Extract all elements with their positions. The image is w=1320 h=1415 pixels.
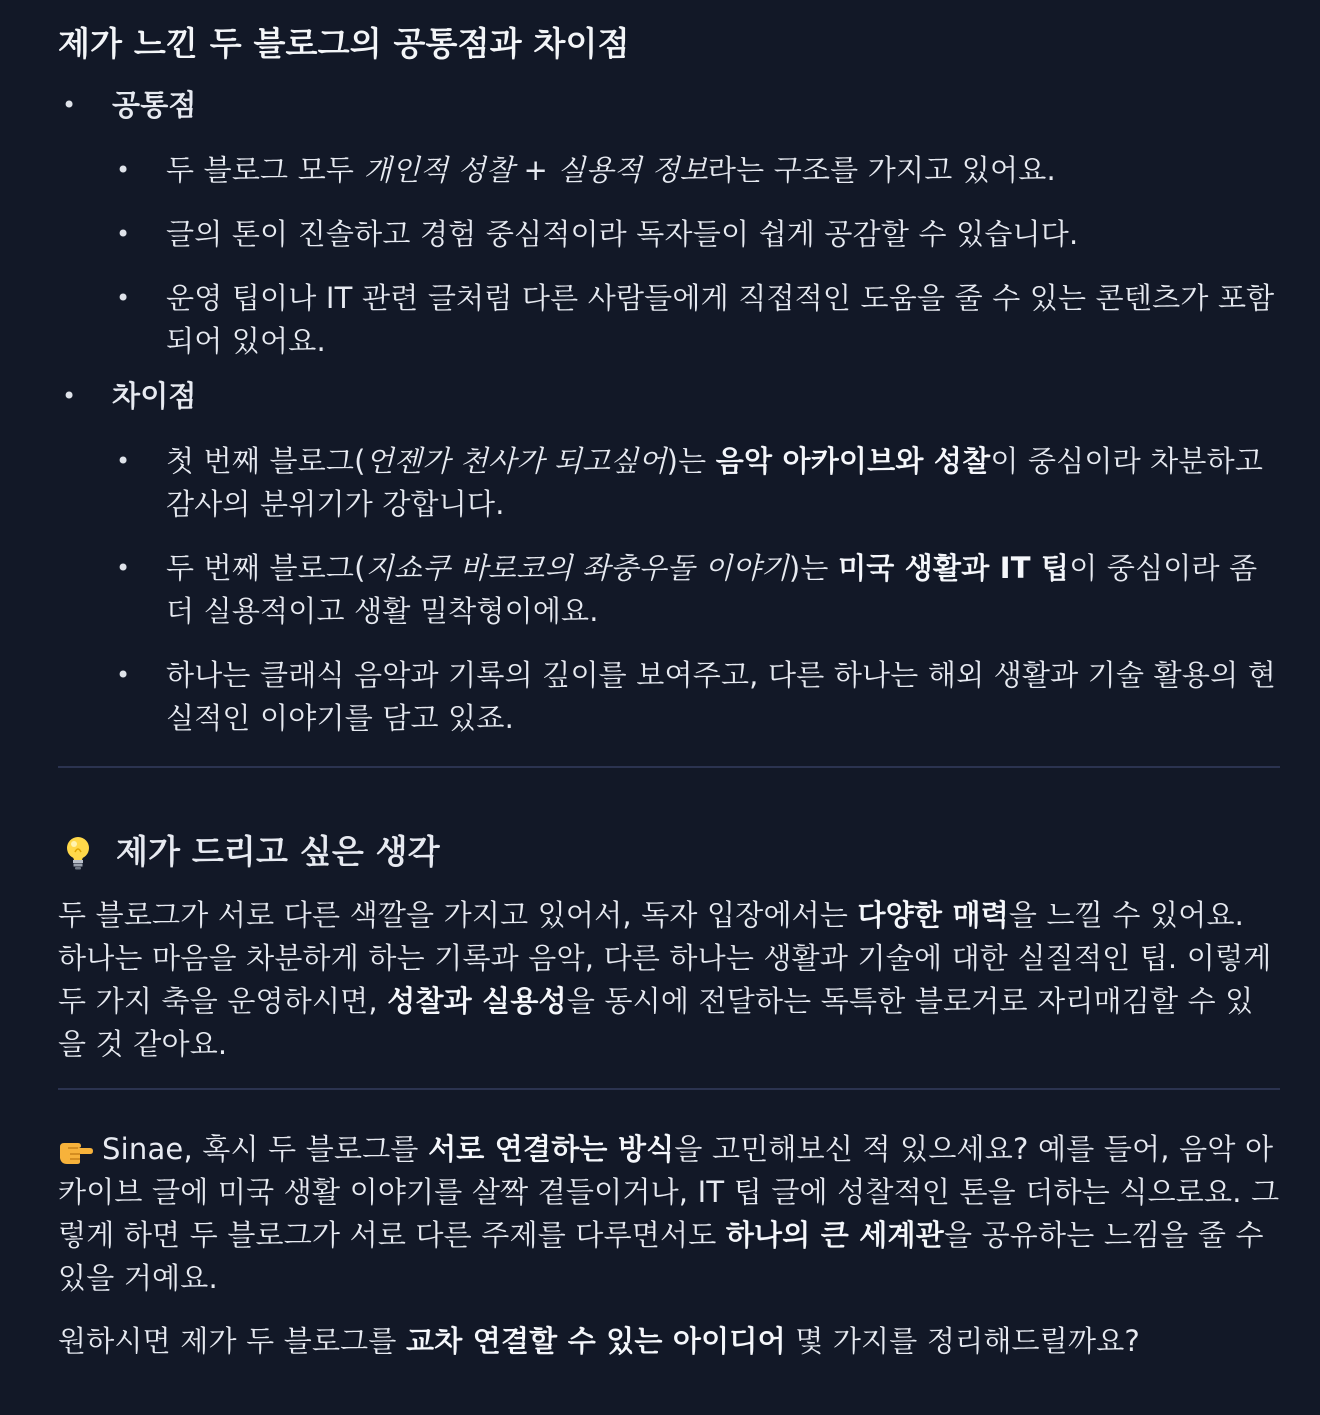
strong-text: 성찰과 실용성 bbox=[387, 984, 567, 1018]
text: 운영 팁이나 IT 관련 글처럼 다른 사람들에게 직접적인 도움을 줄 수 있는 콘텐츠가 포함되어 있어요. bbox=[166, 281, 1275, 358]
strong-text: 하나의 큰 세계관 bbox=[725, 1218, 944, 1252]
text: 을 동시에 전달하는 독특한 블로거로 자리매김할 수 있을 것 같아요. bbox=[58, 984, 1254, 1061]
paragraph bbox=[58, 1128, 1280, 1300]
bullet-icon: • bbox=[62, 91, 77, 119]
text: 두 번째 블로그( bbox=[166, 551, 366, 585]
blog-title: 지쇼쿠 바로코의 좌충우돌 이야기 bbox=[365, 551, 789, 585]
emphasis-text: 개인적 성찰 + 실용적 정보 bbox=[363, 153, 708, 187]
text: 글의 톤이 진솔하고 경험 중심적이라 독자들이 쉽게 공감할 수 있습니다. bbox=[166, 217, 1079, 251]
bullet-list bbox=[58, 84, 1280, 740]
list-item bbox=[112, 547, 1280, 633]
strong-text: 서로 연결하는 방식 bbox=[428, 1132, 675, 1166]
bullet-icon: • bbox=[116, 220, 131, 248]
paragraph bbox=[58, 894, 1280, 1066]
list-item bbox=[112, 440, 1280, 526]
bullet-icon: • bbox=[116, 447, 131, 475]
text: )는 bbox=[666, 444, 716, 478]
strong-text: 다양한 매력 bbox=[857, 898, 1009, 932]
text: 몇 가지를 정리해드릴까요? bbox=[785, 1324, 1140, 1358]
section-heading: 제가 느낀 두 블로그의 공통점과 차이점 bbox=[58, 24, 630, 63]
text: 을 느낄 수 있어요. 하나는 마음을 차분하게 하는 기록과 음악, 다른 하나는 생활과 기술에 대한 실질적인 팁. 이렇게 두 가지 축을 운영하시면, bbox=[58, 898, 1272, 1018]
text: 두 블로그가 서로 다른 색깔을 가지고 있어서, 독자 입장에서는 bbox=[58, 898, 858, 932]
list-item-diff bbox=[58, 375, 1280, 740]
section-heading bbox=[58, 824, 1280, 880]
divider bbox=[58, 1088, 1280, 1090]
lightbulb-icon bbox=[58, 832, 98, 872]
text: 을 고민해보신 적 있으세요? 예를 들어, 음악 아카이브 글에 미국 생활 이야기를 살짝 곁들이거나, IT 팁 글에 성찰적인 톤을 더하는 식으로요. 그렇게 하면 두 블로그가 서로 다른 주제를 다루면서도 bbox=[58, 1132, 1280, 1252]
list-label: 공통점 bbox=[112, 88, 197, 122]
bullet-icon: • bbox=[116, 284, 131, 312]
list-item-common bbox=[58, 84, 1280, 363]
bullet-icon: • bbox=[116, 156, 131, 184]
list-item bbox=[112, 149, 1280, 192]
text: 이 중심이라 좀 더 실용적이고 생활 밀착형이에요. bbox=[166, 551, 1258, 628]
sub-list bbox=[112, 149, 1280, 363]
sub-list bbox=[112, 440, 1280, 740]
text: 하나는 클래식 음악과 기록의 깊이를 보여주고, 다른 하나는 해외 생활과 기술 활용의 현실적인 이야기를 담고 있죠. bbox=[166, 658, 1276, 735]
list-label: 차이점 bbox=[112, 379, 197, 413]
text: 이 중심이라 차분하고 감사의 분위기가 강합니다. bbox=[166, 444, 1264, 521]
strong-text: 음악 아카이브와 성찰 bbox=[715, 444, 991, 478]
section-title: 제가 드리고 싶은 생각 bbox=[116, 832, 440, 871]
pointing-hand-icon bbox=[58, 1133, 94, 1165]
blog-title: 언젠가 천사가 되고싶어 bbox=[365, 444, 667, 478]
strong-text: 교차 연결할 수 있는 아이디어 bbox=[406, 1324, 786, 1358]
list-item bbox=[112, 277, 1280, 363]
bullet-icon: • bbox=[62, 382, 77, 410]
list-item bbox=[112, 213, 1280, 256]
bullet-icon: • bbox=[116, 554, 131, 582]
text: 두 블로그 모두 bbox=[166, 153, 364, 187]
paragraph bbox=[58, 1320, 1280, 1363]
text: 을 공유하는 느낌을 줄 수 있을 거예요. bbox=[58, 1218, 1264, 1295]
text: 첫 번째 블로그( bbox=[166, 444, 366, 478]
bullet-icon: • bbox=[116, 661, 131, 689]
strong-text: 미국 생활과 IT 팁 bbox=[838, 551, 1070, 585]
text: 라는 구조를 가지고 있어요. bbox=[707, 153, 1056, 187]
list-item bbox=[112, 654, 1280, 740]
text: )는 bbox=[788, 551, 839, 585]
text: 원하시면 제가 두 블로그를 bbox=[58, 1324, 407, 1358]
divider bbox=[58, 766, 1280, 768]
text: Sinae, 혹시 두 블로그를 bbox=[102, 1132, 429, 1166]
